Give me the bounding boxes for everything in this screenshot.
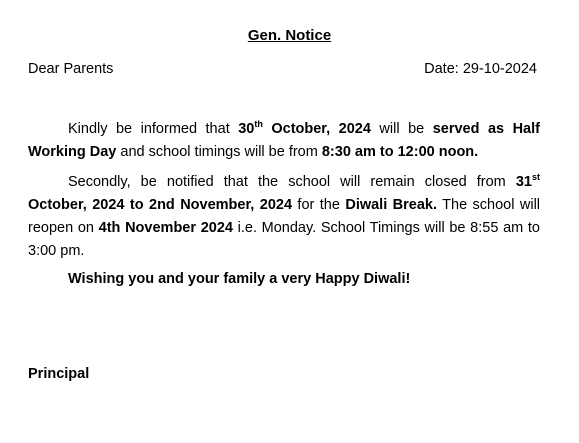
p1-bold-month: October, 2024 (262, 121, 371, 137)
p1-bold-day: 30 (238, 121, 255, 137)
p2-bold-range: October, 2024 to 2nd November, 2024 (28, 197, 293, 213)
p1-ordinal-suffix: th (254, 119, 263, 129)
signoff-principal: Principal (28, 366, 90, 382)
p2-text-1: Secondly, be notified that the school will remain closed from (68, 174, 516, 190)
p1-text-1: Kindly be informed that (68, 121, 239, 137)
notice-date: Date: 29-10-2024 (424, 61, 537, 77)
p2-text-3: The school will reopen on (28, 197, 541, 236)
p2-ordinal-suffix: st (531, 172, 540, 182)
paragraph-half-day (28, 118, 540, 164)
p2-bold-reopen-date: 4th November 2024 (98, 220, 233, 236)
p2-bold-day: 31 (515, 174, 532, 190)
paragraph-diwali-break (28, 171, 540, 263)
p1-text-3: and school timings will be from (116, 144, 322, 160)
p1-bold-half-day: served as Half Working Day (28, 121, 540, 160)
p1-text-2: will be (370, 121, 433, 137)
salutation: Dear Parents (28, 61, 114, 77)
p2-text-4: i.e. Monday. School Timings will be 8:55 am to 3:00 pm. (28, 220, 540, 259)
notice-title: Gen. Notice (247, 27, 332, 44)
p1-bold-timings: 8:30 am to 12:00 noon. (321, 144, 479, 160)
paragraph-wishes (28, 268, 540, 291)
p2-text-2: for the (292, 197, 346, 213)
p2-bold-break: Diwali Break. (345, 197, 437, 213)
wishes-text: Wishing you and your family a very Happy Diwali! (68, 271, 411, 287)
